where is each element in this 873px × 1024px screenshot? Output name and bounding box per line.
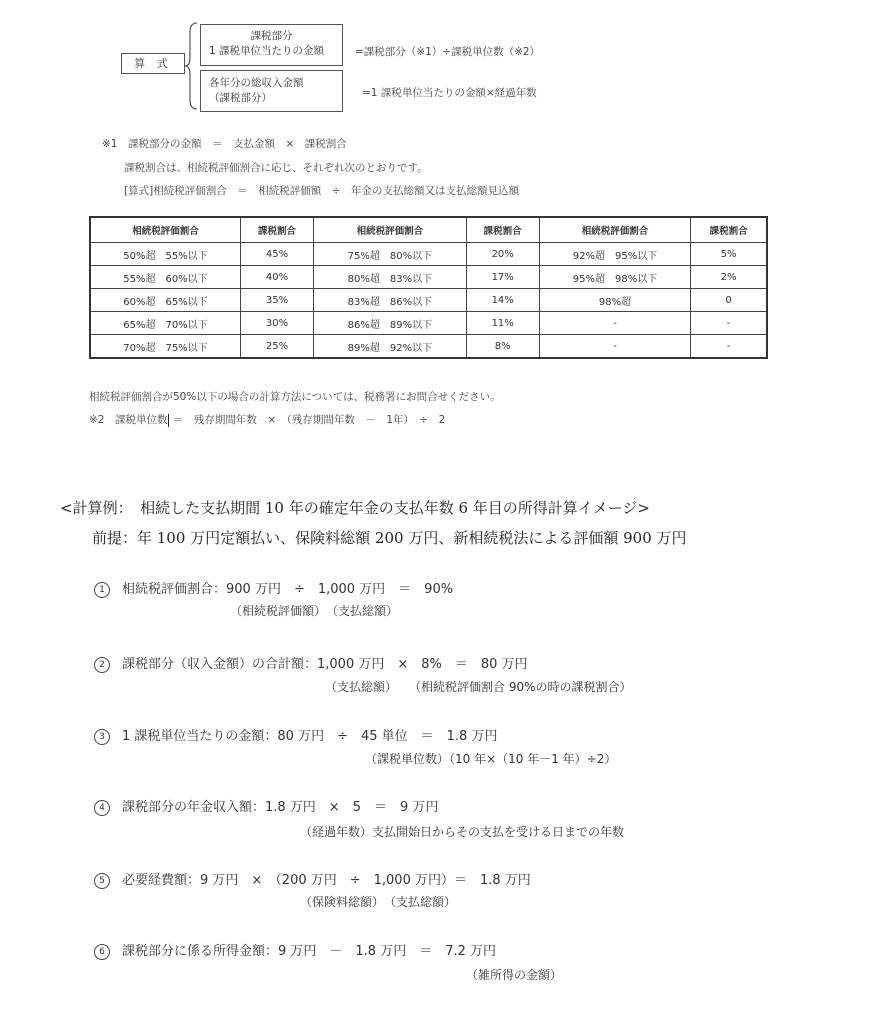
table-row bbox=[90, 243, 767, 266]
note-2-prefix: ※2 課税単位数 bbox=[89, 414, 168, 426]
box2-line1: 各年分の総収入金額 bbox=[209, 77, 304, 89]
formula-box-taxable-part bbox=[200, 24, 343, 66]
example-premise: 前提：年 100 万円定額払い、保険料総額 200 万円、新相続税法による評価額 900 万円 bbox=[92, 529, 687, 547]
step-text: 相続税評価割合：900 万円 ÷ 1,000 万円 ＝ 90% bbox=[122, 582, 454, 597]
header-tax-ratio: 課税割合 bbox=[240, 217, 313, 243]
table-cell: 83%超 86%以下 bbox=[314, 289, 466, 312]
table-cell: 70%超 75%以下 bbox=[90, 335, 240, 359]
step-number: 5 bbox=[94, 873, 110, 889]
header-valuation-ratio: 相続税評価割合 bbox=[539, 217, 690, 243]
step-1-note: （相続税評価額） （支払総額） bbox=[230, 604, 399, 618]
table-cell: 5% bbox=[691, 243, 767, 266]
table-cell: 25% bbox=[240, 335, 313, 359]
step-number: 6 bbox=[94, 944, 110, 960]
step-2 bbox=[94, 653, 528, 673]
table-cell: 60%超 65%以下 bbox=[90, 289, 240, 312]
step-number: 4 bbox=[94, 800, 110, 816]
table-cell: 0 bbox=[691, 289, 767, 312]
note-1-sub1: 課税割合は、相続税評価割合に応じ、それぞれ次のとおりです。 bbox=[124, 162, 428, 174]
table-row bbox=[90, 289, 767, 312]
example-title: <計算例： 相続した支払期間 10 年の確定年金の支払年数 6 年目の所得計算イメージ> bbox=[60, 499, 650, 517]
step-text: 課税部分（収入金額）の合計額：1,000 万円 × 8% ＝ 80 万円 bbox=[122, 657, 528, 672]
table-cell: 86%超 89%以下 bbox=[314, 312, 466, 335]
table-cell: 55%超 60%以下 bbox=[90, 266, 240, 289]
step-3 bbox=[94, 725, 497, 745]
step-3-note: （課税単位数）（10 年×（10 年－1 年）÷2） bbox=[365, 752, 617, 766]
table-cell: 11% bbox=[466, 312, 539, 335]
table-cell: 17% bbox=[466, 266, 539, 289]
box2-line2: （課税部分） bbox=[209, 92, 272, 104]
note-1-sub2: [算式]相続税評価割合 ＝ 相続税評価額 ÷ 年金の支払総額又は支払総額見込額 bbox=[124, 185, 519, 197]
table-cell: 45% bbox=[240, 243, 313, 266]
step-6 bbox=[94, 940, 496, 960]
formula-label: 算 式 bbox=[121, 53, 185, 74]
table-cell: 14% bbox=[466, 289, 539, 312]
box1-line1: 課税部分 bbox=[250, 30, 293, 42]
step-1 bbox=[94, 578, 453, 598]
step-4-note: （経過年数）支払開始日からその支払を受ける日までの年数 bbox=[300, 825, 625, 839]
table-cell: 92%超 95%以下 bbox=[539, 243, 690, 266]
table-cell: 50%超 55%以下 bbox=[90, 243, 240, 266]
table-cell: 65%超 70%以下 bbox=[90, 312, 240, 335]
formula-box-total-income bbox=[200, 70, 343, 112]
table-row bbox=[90, 312, 767, 335]
table-cell: 8% bbox=[466, 335, 539, 359]
formula-equation-1: =課税部分（※1）÷課税単位数（※2） bbox=[355, 46, 541, 58]
table-cell: 2% bbox=[691, 266, 767, 289]
step-5 bbox=[94, 869, 531, 889]
step-text: 必要経費額：9 万円 × （200 万円 ÷ 1,000 万円）＝ 1.8 万円 bbox=[122, 873, 531, 888]
table-row bbox=[90, 266, 767, 289]
text-cursor bbox=[168, 414, 169, 427]
step-number: 1 bbox=[94, 582, 110, 598]
step-4 bbox=[94, 796, 438, 816]
note-2-rest: ＝ 残存期間年数 × （残存期間年数 － 1年） ÷ 2 bbox=[172, 414, 446, 426]
table-cell: - bbox=[539, 335, 690, 359]
table-header-row bbox=[90, 217, 767, 243]
step-text: 課税部分に係る所得金額：9 万円 － 1.8 万円 ＝ 7.2 万円 bbox=[122, 944, 497, 959]
note-1: ※1 課税部分の金額 ＝ 支払金額 × 課税割合 bbox=[102, 138, 347, 150]
table-cell: 95%超 98%以下 bbox=[539, 266, 690, 289]
table-cell: 30% bbox=[240, 312, 313, 335]
table-row bbox=[90, 335, 767, 359]
table-cell: 40% bbox=[240, 266, 313, 289]
table-cell: 35% bbox=[240, 289, 313, 312]
header-tax-ratio: 課税割合 bbox=[466, 217, 539, 243]
box1-line2: 1 課税単位当たりの金額 bbox=[209, 45, 325, 57]
header-tax-ratio: 課税割合 bbox=[691, 217, 767, 243]
step-text: 課税部分の年金収入額：1.8 万円 × 5 ＝ 9 万円 bbox=[122, 800, 439, 815]
table-cell: 75%超 80%以下 bbox=[314, 243, 466, 266]
step-text: 1 課税単位当たりの金額：80 万円 ÷ 45 単位 ＝ 1.8 万円 bbox=[122, 729, 498, 744]
header-valuation-ratio: 相続税評価割合 bbox=[314, 217, 466, 243]
table-cell: 20% bbox=[466, 243, 539, 266]
header-valuation-ratio: 相続税評価割合 bbox=[90, 217, 240, 243]
table-cell: - bbox=[691, 312, 767, 335]
note-2 bbox=[89, 412, 445, 427]
step-number: 2 bbox=[94, 657, 110, 673]
table-cell: - bbox=[691, 335, 767, 359]
table-cell: - bbox=[539, 312, 690, 335]
formula-equation-2: =1 課税単位当たりの金額×経過年数 bbox=[362, 87, 537, 99]
table-cell: 98%超 bbox=[539, 289, 690, 312]
step-5-note: （保険料総額） （支払総額） bbox=[300, 895, 457, 909]
table-cell: 89%超 92%以下 bbox=[314, 335, 466, 359]
step-6-note: （雑所得の金額） bbox=[466, 968, 563, 982]
tax-ratio-table bbox=[89, 216, 768, 359]
table-cell: 80%超 83%以下 bbox=[314, 266, 466, 289]
formula-brace bbox=[184, 22, 198, 110]
step-2-note: （支払総額） （相続税評価割合 90%の時の課税割合） bbox=[325, 680, 632, 694]
step-number: 3 bbox=[94, 729, 110, 745]
note-after-table: 相続税評価割合が50%以下の場合の計算方法については、税務署にお問合せください。 bbox=[89, 391, 501, 403]
